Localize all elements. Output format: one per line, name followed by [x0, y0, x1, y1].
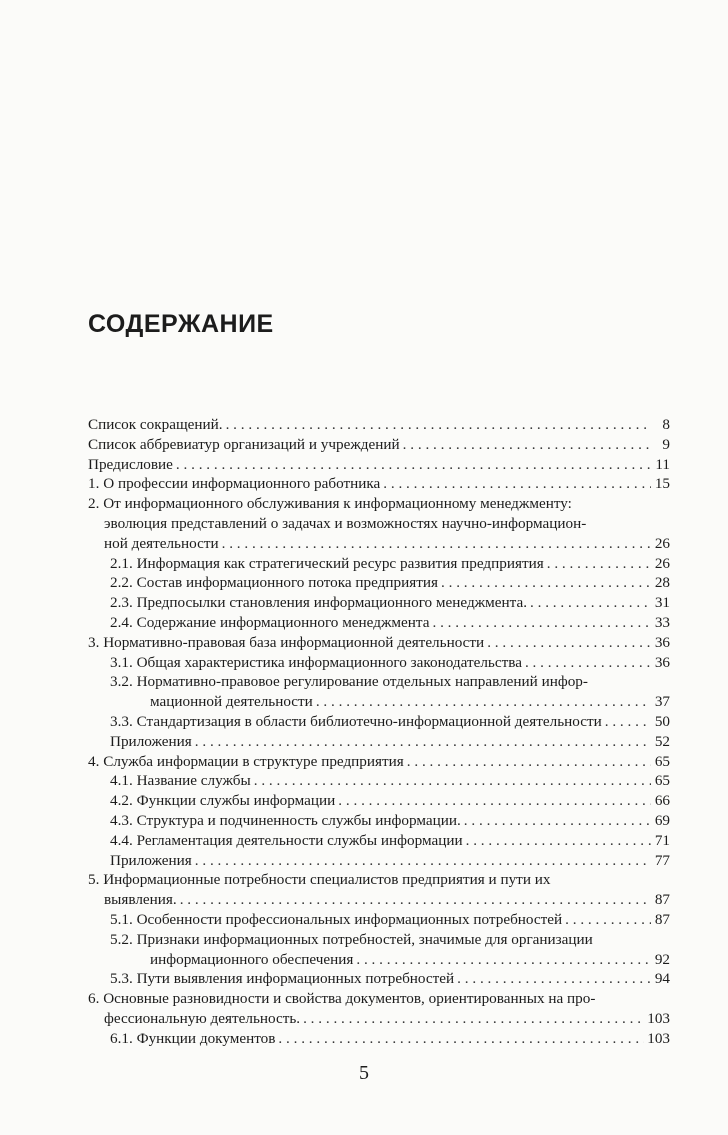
- toc-entry: [88, 791, 670, 811]
- toc-entry-title: 4.3. Структура и подчиненность службы информации.: [110, 811, 461, 829]
- toc-entry-title: Предисловие: [88, 455, 173, 473]
- toc-entry-title: Приложения: [110, 732, 192, 750]
- toc-entry-page: 37: [654, 693, 670, 711]
- toc-entry-title: 3.1. Общая характеристика информационного законодательства: [110, 653, 522, 671]
- toc-entry-page: 8: [662, 416, 670, 433]
- toc-entry: [88, 811, 670, 831]
- toc-entry: [88, 573, 670, 593]
- toc-entry: [88, 692, 670, 712]
- toc-entry: [88, 910, 670, 930]
- dot-leader: [464, 811, 651, 831]
- dot-leader: [407, 752, 651, 772]
- toc-entry: [88, 752, 670, 772]
- toc-entry-page: 94: [654, 970, 670, 988]
- dot-leader: [176, 455, 651, 475]
- toc-entry-title: 2.2. Состав информационного потока предприятия: [110, 574, 439, 592]
- toc-entry-title: 3.2. Нормативно-правовое регулирование отдельных направлений инфор-: [110, 673, 588, 691]
- toc-entry: [88, 930, 670, 950]
- toc-entry-title: 3. Нормативно-правовая база информационной деятельности: [88, 633, 485, 651]
- toc-entry: [88, 969, 670, 989]
- dot-leader: [195, 851, 651, 871]
- toc-entry-title: выявления.: [104, 891, 177, 909]
- toc-entry-title: 2.1. Информация как стратегический ресурс развития предприятия: [110, 554, 544, 572]
- toc-entry: [88, 851, 670, 871]
- toc-entry: [88, 712, 670, 732]
- dot-leader: [254, 771, 651, 791]
- toc-entry-page: 15: [654, 475, 670, 493]
- dot-leader: [356, 950, 651, 970]
- toc-entry-title: 6.1. Функции документов: [110, 1029, 276, 1047]
- dot-leader: [530, 593, 651, 613]
- toc-entry-title: 1. О профессии информационного работника: [88, 475, 381, 493]
- toc-entry-page: 50: [654, 712, 670, 730]
- toc-entry: [88, 653, 670, 673]
- toc-entry: [88, 771, 670, 791]
- toc-entry-title: Приложения: [110, 851, 192, 869]
- toc-entry-title: 4.2. Функции службы информации: [110, 792, 336, 810]
- toc-entry: [88, 474, 670, 494]
- dot-leader: [605, 712, 651, 732]
- toc-entry-page: 65: [654, 752, 670, 770]
- dot-leader: [338, 791, 651, 811]
- toc-entry-page: 66: [654, 792, 670, 810]
- toc-entry-title: 4.4. Регламентация деятельности службы информации: [110, 831, 463, 849]
- toc-entry: [88, 732, 670, 752]
- toc-entry-title: 2.4. Содержание информационного менеджмента: [110, 613, 430, 631]
- toc-entry-title: 2. От информационного обслуживания к информационному менеджменту:: [88, 495, 572, 513]
- toc-entry-page: 87: [654, 910, 670, 928]
- toc-entry-title: 2.3. Предпосылки становления информационного менеджмента.: [110, 594, 528, 612]
- table-of-contents: [88, 415, 670, 1049]
- toc-entry-title: информационного обеспечения: [150, 950, 354, 968]
- toc-entry: [88, 534, 670, 554]
- dot-leader: [457, 969, 651, 989]
- toc-entry: [88, 870, 670, 890]
- toc-entry-page: 11: [655, 455, 670, 473]
- dot-leader: [383, 474, 651, 494]
- toc-entry-title: 5.2. Признаки информационных потребностей, значимые для организации: [110, 930, 593, 948]
- dot-leader: [222, 534, 651, 554]
- dot-leader: [195, 732, 651, 752]
- toc-entry: [88, 494, 670, 514]
- dot-leader: [441, 573, 651, 593]
- dot-leader: [226, 415, 651, 435]
- dot-leader: [278, 1029, 644, 1049]
- dot-leader: [303, 1009, 644, 1029]
- toc-entry: [88, 1029, 670, 1049]
- toc-entry-page: 9: [662, 435, 670, 453]
- toc-entry-page: 36: [654, 633, 670, 651]
- toc-entry-title: 4. Служба информации в структуре предприятия: [88, 752, 404, 770]
- toc-entry-page: 26: [654, 554, 670, 572]
- toc-entry: [88, 415, 670, 435]
- toc-entry-page: 87: [654, 891, 670, 909]
- toc-entry-page: 31: [654, 594, 670, 612]
- dot-leader: [403, 435, 651, 455]
- dot-leader: [316, 692, 651, 712]
- toc-entry-page: 52: [654, 732, 670, 750]
- toc-entry: [88, 672, 670, 692]
- toc-entry-title: ной деятельности: [104, 534, 219, 552]
- dot-leader: [565, 910, 651, 930]
- toc-entry: [88, 554, 670, 574]
- toc-entry-title: 5.3. Пути выявления информационных потребностей: [110, 970, 455, 988]
- toc-entry: [88, 435, 670, 455]
- toc-entry: [88, 613, 670, 633]
- toc-entry-title: 5.1. Особенности профессиональных информационных потребностей: [110, 910, 563, 928]
- toc-entry-title: 4.1. Название службы: [110, 772, 251, 790]
- toc-entry: [88, 455, 670, 475]
- toc-entry: [88, 831, 670, 851]
- dot-leader: [180, 890, 651, 910]
- toc-entry: [88, 633, 670, 653]
- toc-entry-title: Список сокращений.: [88, 416, 223, 433]
- toc-entry: [88, 890, 670, 910]
- toc-entry-page: 36: [654, 653, 670, 671]
- toc-entry-title: эволюция представлений о задачах и возможностях научно-информацион-: [104, 514, 587, 532]
- dot-leader: [525, 653, 651, 673]
- toc-entry-page: 33: [654, 613, 670, 631]
- toc-entry: [88, 1009, 670, 1029]
- toc-entry-title: 6. Основные разновидности и свойства документов, ориентированных на про-: [88, 990, 596, 1008]
- toc-entry-page: 28: [654, 574, 670, 592]
- toc-entry: [88, 514, 670, 534]
- toc-entry-page: 103: [647, 1029, 670, 1047]
- toc-entry-page: 92: [654, 950, 670, 968]
- dot-leader: [487, 633, 651, 653]
- toc-entry-page: 69: [654, 811, 670, 829]
- dot-leader: [547, 554, 651, 574]
- toc-entry: [88, 593, 670, 613]
- page-title: СОДЕРЖАНИЕ: [88, 310, 274, 338]
- toc-entry-page: 77: [654, 851, 670, 869]
- toc-entry-page: 26: [654, 534, 670, 552]
- toc-entry-title: Список аббревиатур организаций и учреждений: [88, 435, 400, 453]
- toc-entry-title: 3.3. Стандартизация в области библиотечно-информационной деятельности: [110, 712, 602, 730]
- toc-entry: [88, 989, 670, 1009]
- toc-entry-page: 71: [654, 831, 670, 849]
- toc-entry-page: 65: [654, 772, 670, 790]
- toc-entry-page: 103: [647, 1009, 670, 1027]
- toc-entry-title: фессиональную деятельность.: [104, 1009, 301, 1027]
- dot-leader: [432, 613, 651, 633]
- toc-entry-title: мационной деятельности: [150, 693, 313, 711]
- dot-leader: [466, 831, 651, 851]
- toc-entry-title: 5. Информационные потребности специалистов предприятия и пути их: [88, 871, 551, 889]
- toc-entry: [88, 950, 670, 970]
- page-number: 5: [359, 1062, 369, 1084]
